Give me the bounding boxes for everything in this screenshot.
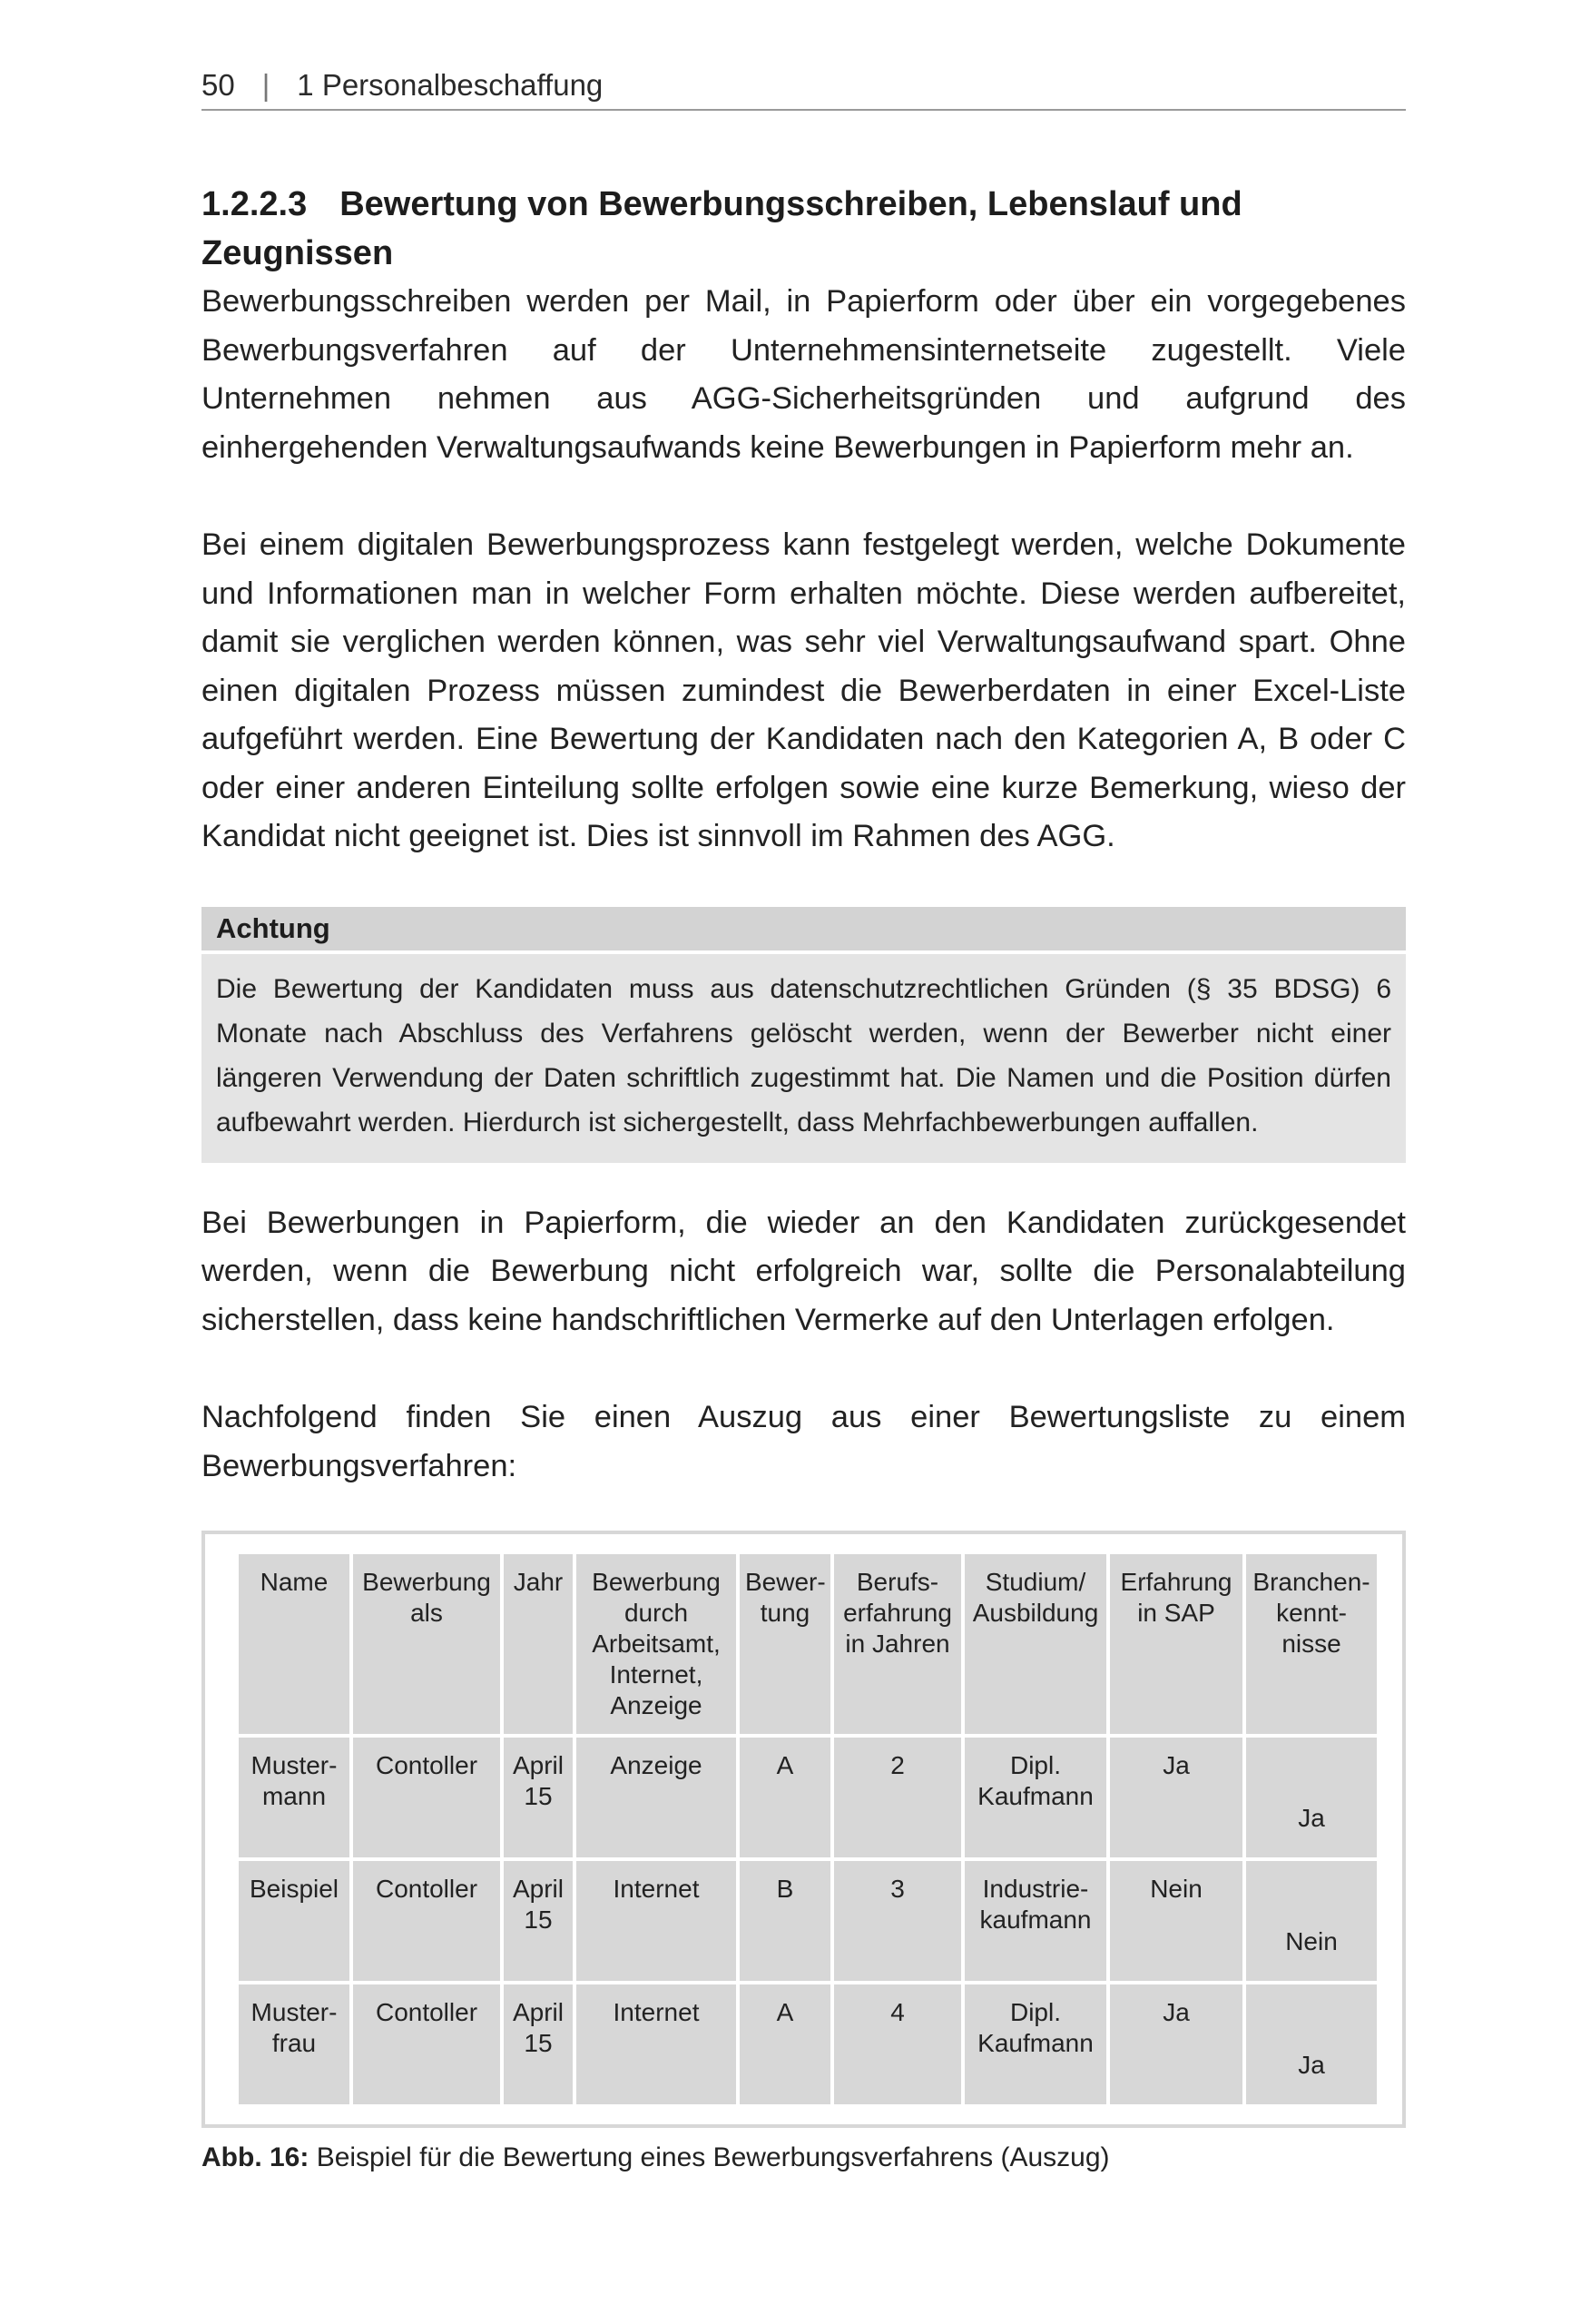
table-cell: 2 [834,1738,961,1857]
table-cell: Ja [1246,1738,1377,1857]
table-cell: Beispiel [239,1861,349,1981]
chapter-title: 1 Personalbeschaffung [297,68,604,102]
table-header-row [239,1554,1377,1734]
running-head [201,60,1406,111]
callout-text: Die Bewertung der Kandidaten muss aus datenschutzrechtlichen Gründen (§ 35 BDSG) 6 Monate nach Abschluss des Verfahrens gelöscht werden, wenn der Bewerber nicht einer längeren Verwendung der Daten schriftlich zugestimmt hat. Die Namen und die Position dürfen aufbewahrt werden. Hierdurch ist sichergestellt, dass Mehrfachbewerbungen auffallen. [216,973,1391,1137]
table-cell: 3 [834,1861,961,1981]
table-header-cell: Berufs-erfahrung in Jahren [834,1554,961,1734]
paragraph-2: Bei einem digitalen Bewerbungsprozess kann festgelegt werden, welche Dokumente und Informationen man in welcher Form erhalten möchte. Diese werden aufbereitet, damit sie verglichen werden können, was sehr viel Verwaltungsaufwand spart. Ohne einen digitalen Prozess müssen zumindest die Bewerberdaten in einer Excel-Liste aufgeführt werden. Eine Bewertung der Kandidaten nach den Kategorien A, B oder C oder einer anderen Einteilung sollte erfolgen sowie eine kurze Bemerkung, wieso der Kandidat nicht geeignet ist. Dies ist sinnvoll im Rahmen des AGG. [201,527,1406,853]
table-header-cell: Bewerbung durch Arbeitsamt, Internet, Anzeige [576,1554,736,1734]
warning-callout [201,907,1406,1163]
paragraph-4: Nachfolgend finden Sie einen Auszug aus einer Bewertungsliste zu einem Bewerbungsverfahren: [201,1400,1406,1483]
page-number: 50 [201,68,235,102]
evaluation-table [235,1551,1380,2108]
section-number: 1.2.2.3 [201,185,308,223]
table-cell: 4 [834,1984,961,2104]
main-content [201,180,1406,2179]
table-row [239,1738,1377,1857]
table-cell: B [740,1861,830,1981]
table-cell: April 15 [504,1738,573,1857]
paragraph-1: Bewerbungsschreiben werden per Mail, in Papierform oder über ein vorgegebenes Bewerbungsverfahren auf der Unternehmensinternetseite zugestellt. Viele Unternehmen nehmen aus AGG-Sicherheitsgründen und aufgrund des einhergehenden Verwaltungsaufwands keine Bewerbungen in Papierform mehr an. [201,284,1406,465]
running-head-separator: | [261,68,270,102]
table-header-cell: Erfahrung in SAP [1110,1554,1242,1734]
table-header-cell: Jahr [504,1554,573,1734]
table-cell: Muster-frau [239,1984,349,2104]
table-cell: A [740,1984,830,2104]
table-header-cell: Name [239,1554,349,1734]
section-heading [201,180,1406,278]
table-row [239,1984,1377,2104]
table-cell: Ja [1246,1984,1377,2104]
table-cell: Internet [576,1861,736,1981]
table-cell: A [740,1738,830,1857]
table-cell: Internet [576,1984,736,2104]
table-header-cell: Studium/ Ausbildung [965,1554,1106,1734]
table-cell: Nein [1110,1861,1242,1981]
table-cell: Ja [1110,1738,1242,1857]
table-cell: Contoller [353,1984,500,2104]
figure-frame [201,1531,1406,2128]
table-cell: Dipl. Kaufmann [965,1738,1106,1857]
table-cell: Ja [1110,1984,1242,2104]
table-cell: April 15 [504,1984,573,2104]
figure-caption-text: Beispiel für die Bewertung eines Bewerbungsverfahrens (Auszug) [309,2142,1110,2172]
table-cell: Industrie-kaufmann [965,1861,1106,1981]
table-header-cell: Bewer-tung [740,1554,830,1734]
table-cell: Contoller [353,1738,500,1857]
table-cell: Contoller [353,1861,500,1981]
table-header-cell: Branchen-kennt-nisse [1246,1554,1377,1734]
table-cell: April 15 [504,1861,573,1981]
figure-caption-label: Abb. 16: [201,2142,309,2172]
section-title: Bewertung von Bewerbungsschreiben, Lebenslauf und Zeugnissen [201,185,1242,272]
table-header-cell: Bewerbung als [353,1554,500,1734]
table-cell: Muster-mann [239,1738,349,1857]
table-cell: Dipl. Kaufmann [965,1984,1106,2104]
table-cell: Anzeige [576,1738,736,1857]
figure-caption [201,2137,1406,2179]
table-row [239,1861,1377,1981]
paragraph-3: Bei Bewerbungen in Papierform, die wieder an den Kandidaten zurückgesendet werden, wenn die Bewerbung nicht erfolgreich war, sollte die Personalabteilung sicherstellen, dass keine handschriftlichen Vermerke auf den Unterlagen erfolgen. [201,1205,1406,1337]
table-cell: Nein [1246,1861,1377,1981]
callout-title: Achtung [201,907,1406,954]
